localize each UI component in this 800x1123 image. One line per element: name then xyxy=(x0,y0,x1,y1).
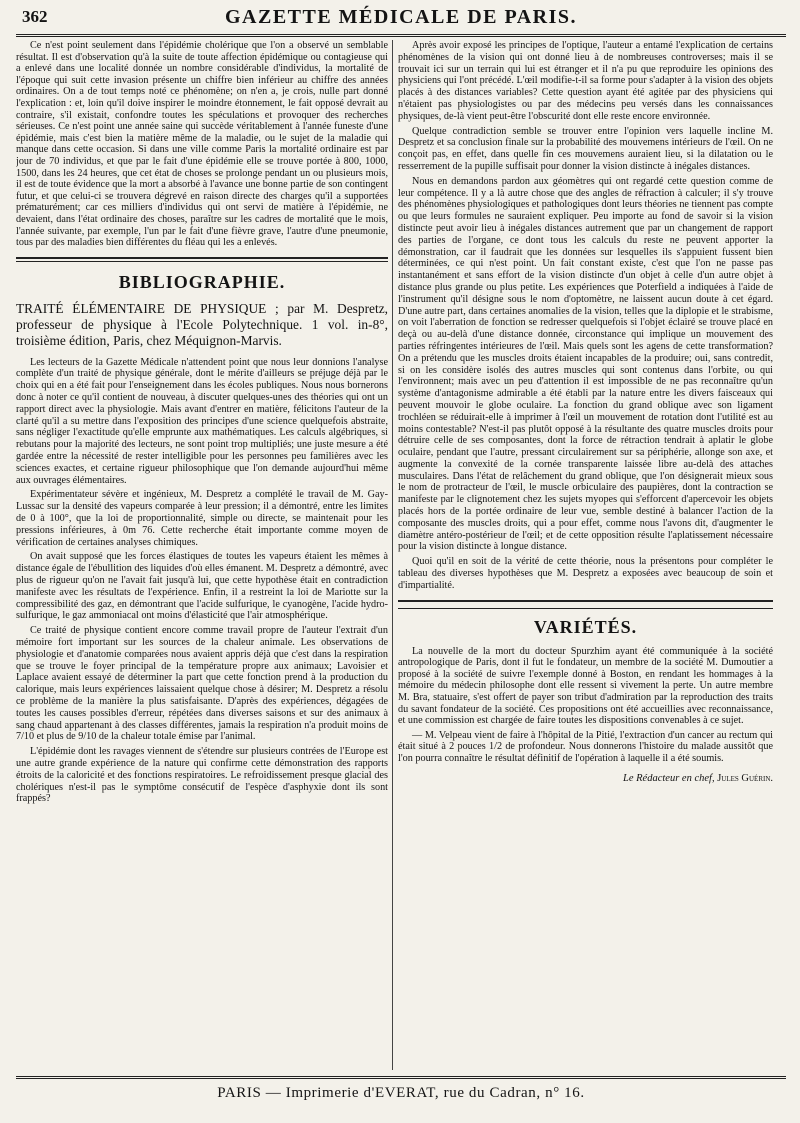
bibliography-paragraph: Les lecteurs de la Gazette Médicale n'attendent point que nous leur donnions l'analyse complète d'un traité de physique générale, dont le mérite d'ailleurs se préjuge déjà par le choix qui en a été fait pour l'enseignement dans les écoles publiques. Nous nous bornerons donc à noter ce qu'il contient de nouveau, à discuter quelques-unes des théories qui ont un rapport direct avec la physiologie. Mais avant d'entrer en matière, félicitons l'auteur de la clarté qu'il a su mettre dans l'exposition des principes d'une science quelquefois abstraite, sans négliger l'exactitude qu'elle emprunte aux mathématiques. Les calculs algébriques, si rebutans pour la majorité des lecteurs, ne sont point trop multipliés; une juste mesure a été gardée entre la nécessité de rester intelligible pour les personnes peu familières avec les sciences exactes, et certaine rigueur philosophique que l'on demande aujourd'hui même aux ouvrages élémentaires. xyxy=(16,356,388,486)
editor-signature xyxy=(398,773,773,784)
varietes-paragraph: — M. Velpeau vient de faire à l'hôpital de la Pitié, l'extraction d'un cancer au rectum qui était situé à 2 pouces 1/2 de profondeur. Nous donnerons l'histoire du malade aussitôt que l'on pourra connaître le résultat définitif de l'opération à laquelle il a été soumis. xyxy=(398,729,773,764)
signature-name: Jules Guérin. xyxy=(717,772,773,784)
journal-title: GAZETTE MÉDICALE DE PARIS. xyxy=(224,6,578,28)
right-column xyxy=(398,40,773,1070)
bibliography-paragraph: Expérimentateur sévère et ingénieux, M. Despretz a complété le travail de M. Gay-Lussac sur la densité des vapeurs comparée à leur pression; il a démontré, entre les limites de 0 à 100°, que la loi de proportionnalité, simple ou directe, se maintenait pour les pressions inférieures, à 0m 76. Cette recherche était importante comme moyen de vérification de certaines analyses chimiques. xyxy=(16,489,388,548)
varietes-title: VARIÉTÉS. xyxy=(533,616,638,637)
printer-imprint: PARIS — Imprimerie d'EVERAT, rue du Cadran, n° 16. xyxy=(16,1076,786,1115)
optics-paragraph: Après avoir exposé les principes de l'optique, l'auteur a entamé l'explication de certains phénomènes de la vision qui ont donné lieu à de nombreuses controverses; mais il se trouvait ici sur un terrain qui lui est étranger et il n'a pu que reproduire les opinions des physiciens qui l'ont précédé. L'œil modifie-t-il sa forme pour s'adapter à la vision des objets placés à des distances variables? Cette question ayant été agitée par des physiciens qui n'étaient pas physiologistes ou par des médecins peu versés dans les connaissances physiques, de-là vient peut-être l'obscurité dont elle reste encore environnée. xyxy=(398,40,773,122)
cholera-paragraph: Ce n'est point seulement dans l'épidémie cholérique que l'on a observé un semblable résultat. Il est d'observation qu'à la suite de toute affection épidémique ou contagieuse qui a enlevé dans une localité donnée un nombre considérable d'individus, la mortalité de l'époque qui suit cette invasion présente un chiffre bien inférieur au chiffre des années ordinaires. On a de tout temps noté ce phénomène; on n'en a, je crois, nulle part donné l'explication : et, loin qu'il doive inspirer le moindre étonnement, le fait opposé devrait au contraire, s'il existait, confondre toutes les spéculations et provoquer des recherches sérieuses. Ce n'est point une année saine qui succède véritablement à l'année funeste d'une épidémie, mais c'est bien la matière même de la maladie, ou le sujet de la maladie qui manque dans cette occasion. Si dans une ville comme Paris la mortalité ordinaire est par jour de 70 individus, et que par le fait d'une épidémie elle se trouve portée à 800, 1000, 1500, dans les 24 heures, que cet état de choses se prolonge pendant un ou plusieurs mois, il est de toute évidence que la mort a absorbé à l'avance une bonne partie de son contingent futur, et que celui-ci se trouvera dégrevé en raison directe des charges qu'il a supportées prématurément; car ces milliers d'individus qui ont servi de matière à l'épidémie, ne devaient, dans l'état ordinaire des choses, paraître sur les cadres de mortalité que le mois, l'année suivante, par exemple, l'un par le fait d'une fièvre grave, l'autre d'une pneumonie, tous par des maladies bien différentes du fléau qui les a enlevés. xyxy=(16,40,388,249)
optics-paragraph: Quelque contradiction semble se trouver entre l'opinion vers laquelle incline M. Despretz et sa conclusion finale sur la probabilité des mouvemens intérieurs de l'œil. On ne conçoit pas, en effet, dans quelle fin ces mouvemens auraient lieu, si la dilatation ou le resserrement de la pupille suffisait pour donner la vision distincte à inégales distances. xyxy=(398,125,773,172)
column-rule xyxy=(392,40,393,1070)
bibliography-paragraph: On avait supposé que les forces élastiques de toutes les vapeurs étaient les mêmes à distance égale de l'ébullition des liquides d'où elles émanent. M. Despretz a démontré, avec plus de rigueur qu'on ne l'avait fait jusqu'à lui, que cette hypothèse était en contradiction manifeste avec les résultats de l'expérience. Enfin, il a restreint la loi de Mariotte sur la compressibilité des gaz, en démontrant que l'acide sulfurique, le cyanogène, l'acide hydro-sulfurique, le gaz ammoniacal ont moins d'élasticité que l'air atmosphérique. xyxy=(16,551,388,622)
bibliography-paragraph: Ce traité de physique contient encore comme travail propre de l'auteur l'extrait d'un mémoire fort important sur les sources de la chaleur animale. Les observations de physiologie et d'anatomie comparées nous avaient appris déjà que c'est dans la respiration que se trouve le foyer principal de la température propre aux animaux; Lavoisier et Laplace avaient essayé de déterminer la part que cette fonction prend à la production du calorique, mais leurs expériences laissaient quelque chose à désirer; M. Despretz a résolu ce problème de la manière la plus satisfaisante. D'après des expériences, dégagées de toutes les causes possibles d'erreur, répétées dans diverses saisons et sur des animaux à sang chaud appartenant à des classes différentes, jamais la respiration n'a produit moins de 7/10 et plus de 9/10 de la chaleur totale émise par l'animal. xyxy=(16,625,388,743)
section-divider xyxy=(16,257,388,262)
left-column xyxy=(16,40,388,1070)
book-reference: TRAITÉ ÉLÉMENTAIRE DE PHYSIQUE ; par M. Despretz, professeur de physique à l'Ecole Polytechnique. 1 vol. in-8°, troisième édition, Paris, chez Méquignon-Marvis. xyxy=(16,300,388,348)
section-divider xyxy=(398,600,773,609)
signature-role: Le Rédacteur en chef, xyxy=(623,772,715,784)
bibliography-title: BIBLIOGRAPHIE. xyxy=(118,271,286,292)
page-number: 362 xyxy=(22,7,48,26)
optics-paragraph: Quoi qu'il en soit de la vérité de cette théorie, nous la présentons pour compléter le tableau des diverses hypothèses que M. Despretz a exposées avec beaucoup de soin et d'impartialité. xyxy=(398,556,773,591)
bibliography-paragraph: L'épidémie dont les ravages viennent de s'étendre sur plusieurs contrées de l'Europe est une autre grande expérience de la nature qui confirme cette démonstration des rapports étroits de la caloricité et des fonctions respiratoires. Le refroidissement presque glacial des cholériques n'est-il pas le symptôme consécutif de l'espèce d'asphyxie dont ils sont frappés? xyxy=(16,746,388,805)
page-header xyxy=(16,4,786,37)
varietes-paragraph: La nouvelle de la mort du docteur Spurzhim ayant été communiquée à la société antropologique de Paris, dont il fut le fondateur, un membre de la société M. Dumoutier a proposé à la société de suivre l'exemple donné à Boston, en rendant les hommages à la mémoire du médecin philosophe dont elle ressent si vivement la perte. Un autre membre M. Bra, statuaire, s'est offert de payer son tribut d'admiration par la reproduction des traits du savant fondateur de la société. Ces propositions ont été accueillies avec reconnaissance, et une commission est chargée de faire toutes les dispositions convenables à ce sujet. xyxy=(398,645,773,727)
optics-paragraph: Nous en demandons pardon aux géomètres qui ont regardé cette question comme de leur compétence. Il y a là autre chose que des angles de réfraction à calculer; il s'y trouve des phénomènes physiologiques et pathologiques dont leurs théories ne tiennent pas compte ou que leurs formules ne sauraient expliquer. Peu importe au fond de savoir si la vision distincte peut avoir lieu à inégales distances autrement que par un changement de rapport des parties de l'organe, ce dont tous les calculs du reste ne peuvent apporter la démonstration, car il faudrait que les données sur lesquelles ils s'appuient fussent bien déterminées, ce qui n'est point. Un fait constant existe, c'est que l'on ne passe pas instantanément et sans effort de la vision distincte d'un objet à celle d'un autre objet à distance plus grande ou plus petite. Les expériences que Poterfield a indiquées à l'aide de l'instrument qu'il désigne sous le nom d'optomètre, ne laissent aucun doute à cet égard. D'une autre part, dans certaines anomalies de la vision, telles que la diplopie et le strabisme, on voit l'aberration de fonction se redresser quelquefois si l'objet éclairé se trouve placé en deçà ou au-delà d'une distance donnée, circonstance qui implique un mouvement des parties réfringentes intérieures de l'œil. Mais quels sont les agens de cette transformation? On a prétendu que les muscles droits étaient incapables de la produire; oui, sans contredit, si on les considère isolés des autres muscles qui sont contenus dans l'orbite, ou qui l'environnent; mais avec un peu d'attention il est impossible de ne pas reconnaître qu'un système d'antagonisme admirable a été établi par la nature entre les divers faisceaux qui peuvent mouvoir le globe oculaire. La fonction du grand oblique avec son ligament trochléen se réduirait-elle à imprimer à l'œil un mouvement de rotation dont l'utilité est au moins contestable? N'est-il pas plutôt opposé à la résultante des quatre muscles droits pour détruire celle de ses composantes, dont la force de rétraction tendrait à aplatir le globe oculaire, pendant que l'autre, pressant circulairement sur sa périphérie, allonge son axe, et augmente la convexité de la cornée transparente laissée libre au-delà des attaches musculaires. Dans l'état de relâchement du grand oblique, que l'on désignerait mieux sous le nom de protracteur de l'œil, le muscle orbiculaire des paupières, dont la contraction se manifeste par le clignotement chez les sujets myopes qui s'efforcent d'apercevoir les objets placés hors de la portée ordinaire de leur vue, semble destiné à balancer l'action de la composante des muscles droits, qui a pour effet, comme nous l'avons dit, d'augmenter le diamètre antéro-postérieur de l'œil; et de cette opposition résulte l'aplatissement nécessaire pour la vision distincte à longue distance. xyxy=(398,175,773,553)
